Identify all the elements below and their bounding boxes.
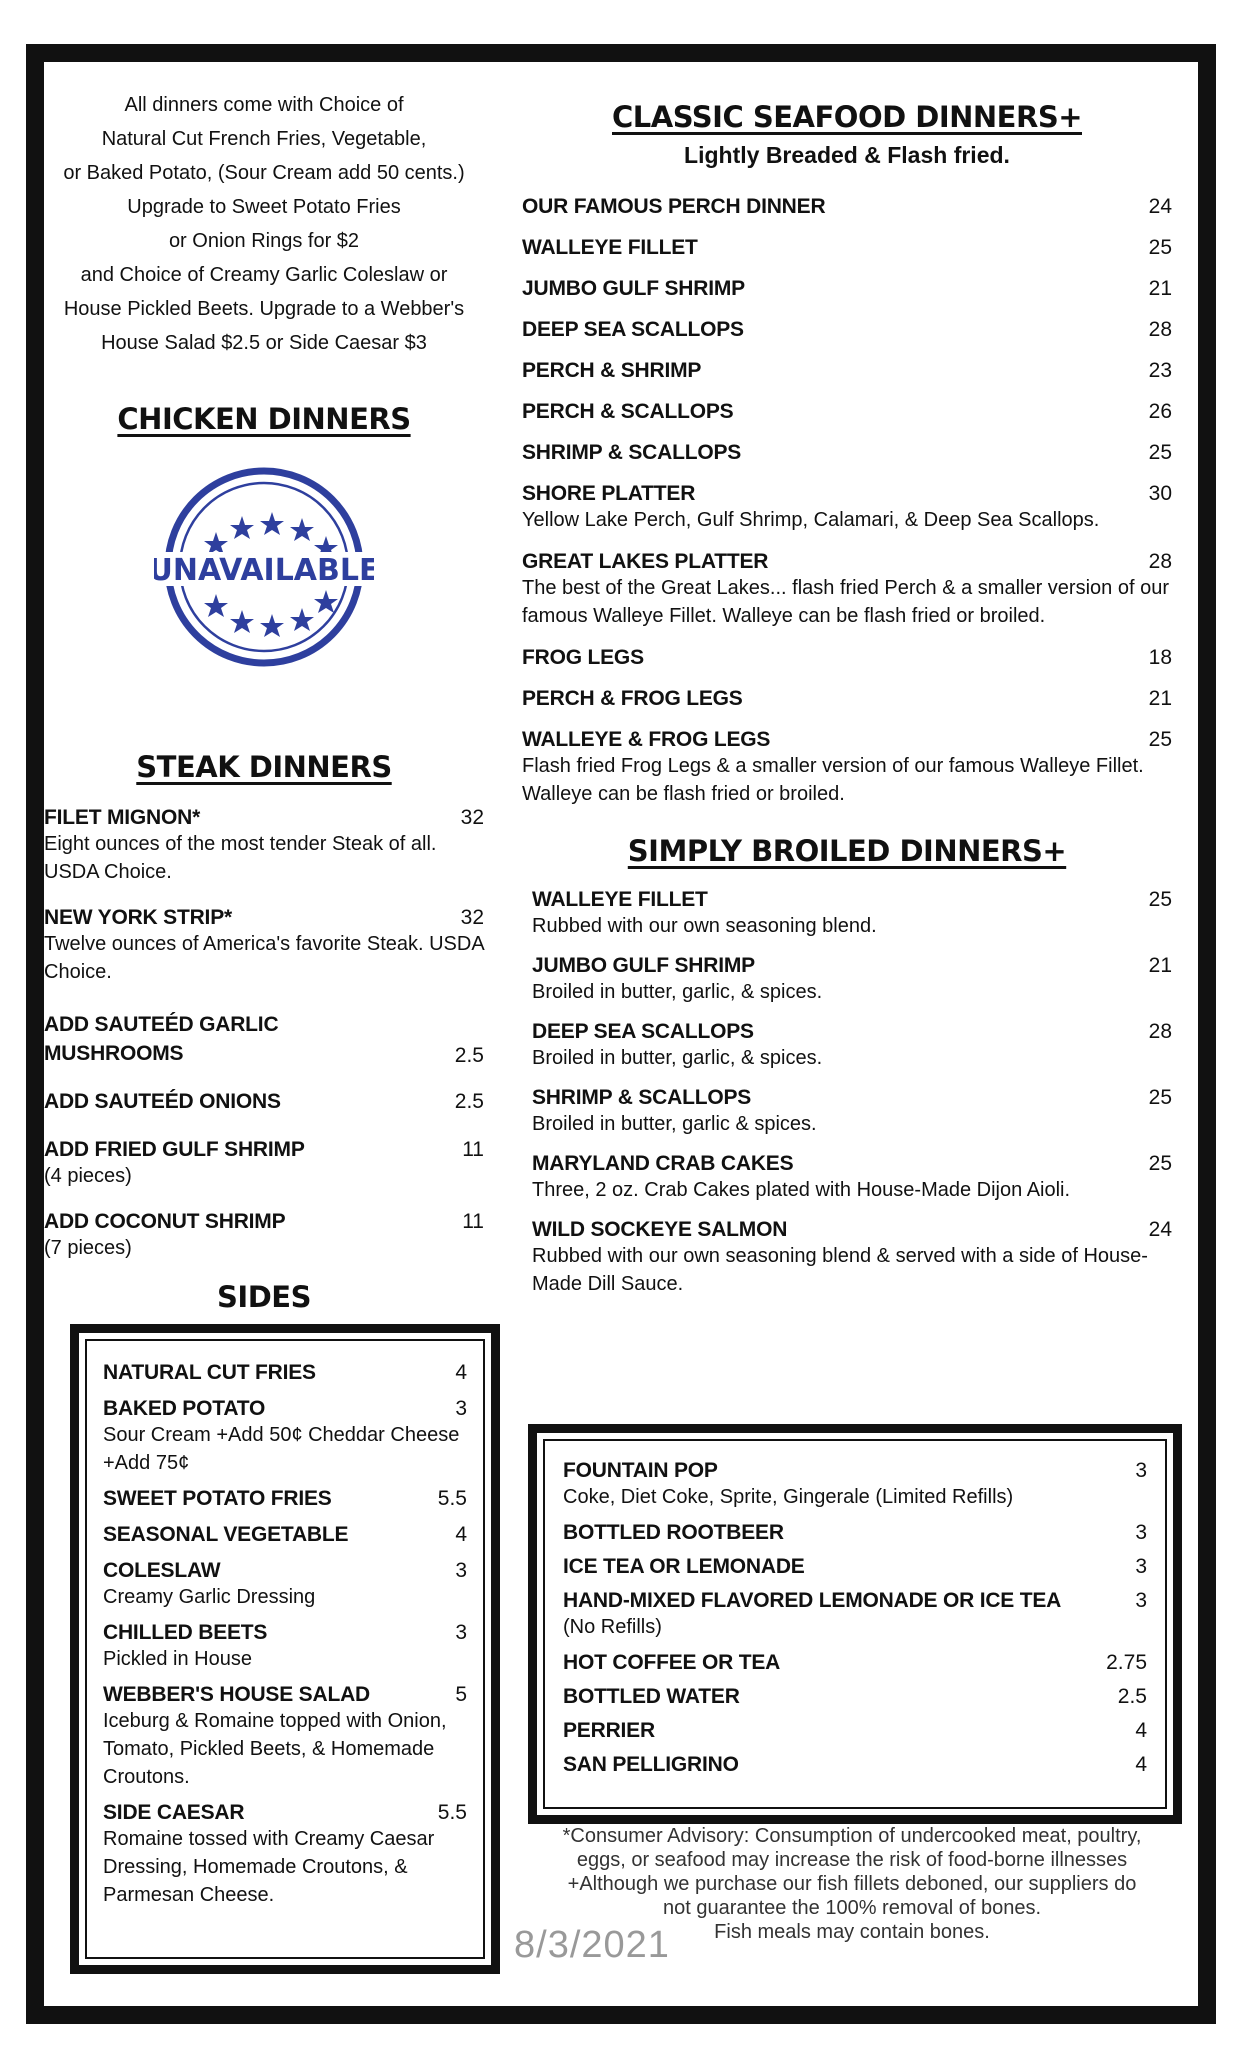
item-name: PERCH & SCALLOPS	[522, 400, 734, 423]
item-name: HAND-MIXED FLAVORED LEMONADE OR ICE TEA	[563, 1589, 1062, 1612]
menu-item	[563, 1521, 1147, 1545]
item-name: ADD COCONUT SHRIMP	[44, 1210, 286, 1233]
item-price: 3	[1135, 1521, 1147, 1544]
item-price: 3	[1135, 1589, 1147, 1612]
menu-item	[44, 1210, 484, 1262]
advisory-line: Fish meals may contain bones.	[714, 1921, 990, 1943]
item-price: 24	[1148, 195, 1172, 218]
menu-item	[522, 318, 1172, 342]
item-name: WEBBER'S HOUSE SALAD	[103, 1683, 371, 1706]
steak-heading: STEAK DINNERS	[136, 750, 392, 784]
steak-list	[44, 806, 484, 1262]
chicken-heading: CHICKEN DINNERS	[117, 402, 411, 436]
item-price: 4	[1135, 1753, 1147, 1776]
item-name: ADD FRIED GULF SHRIMP	[44, 1138, 305, 1161]
menu-item	[532, 1218, 1172, 1298]
drinks-box	[528, 1424, 1182, 1824]
item-description: Eight ounces of the most tender Steak of all. USDA Choice.	[44, 833, 437, 883]
seafood-list	[522, 195, 1172, 808]
menu-item	[103, 1523, 467, 1547]
item-price: 23	[1148, 359, 1172, 382]
item-name: BOTTLED ROOTBEER	[563, 1521, 784, 1544]
item-price: 11	[462, 1210, 484, 1233]
item-price: 28	[1148, 1020, 1172, 1043]
item-description: Rubbed with our own seasoning blend.	[532, 915, 877, 937]
right-column	[522, 100, 1172, 1298]
item-description: Three, 2 oz. Crab Cakes plated with House-Made Dijon Aioli.	[532, 1179, 1071, 1201]
intro-line: House Pickled Beets. Upgrade to a Webber's	[63, 298, 465, 320]
item-price: 25	[1148, 441, 1172, 464]
item-name: FILET MIGNON*	[44, 806, 201, 829]
item-description: Broiled in butter, garlic, & spices.	[532, 981, 823, 1003]
item-description: Pickled in House	[103, 1648, 252, 1670]
menu-item	[103, 1559, 467, 1611]
menu-item	[44, 806, 484, 886]
menu-item	[103, 1621, 467, 1673]
item-price: 2.75	[1106, 1651, 1147, 1674]
item-price: 21	[1148, 277, 1172, 300]
menu-item	[522, 195, 1172, 219]
item-name: NEW YORK STRIP*	[44, 906, 232, 929]
menu-item	[522, 687, 1172, 711]
item-price: 21	[1148, 687, 1172, 710]
item-price: 25	[1148, 728, 1172, 751]
item-price: 11	[462, 1138, 484, 1161]
menu-item	[563, 1753, 1147, 1777]
item-name: NATURAL CUT FRIES	[103, 1361, 316, 1384]
left-column	[44, 88, 484, 1314]
menu-item	[103, 1801, 467, 1909]
menu-item	[103, 1683, 467, 1791]
item-price: 24	[1148, 1218, 1172, 1241]
menu-item	[522, 400, 1172, 424]
item-description: Sour Cream +Add 50¢ Cheddar Cheese +Add 75¢	[103, 1424, 460, 1474]
item-description: Twelve ounces of America's favorite Steak. USDA Choice.	[44, 933, 484, 983]
menu-item	[563, 1651, 1147, 1675]
item-name: WALLEYE & FROG LEGS	[522, 728, 771, 751]
menu-item	[522, 646, 1172, 670]
item-name: MARYLAND CRAB CAKES	[532, 1152, 794, 1175]
item-price: 2.5	[454, 1044, 484, 1067]
menu-item	[103, 1487, 467, 1511]
item-price: 5.5	[437, 1801, 467, 1824]
item-price: 5	[455, 1683, 467, 1706]
item-name: SIDE CAESAR	[103, 1801, 245, 1824]
item-name: CHILLED BEETS	[103, 1621, 268, 1644]
intro-line: Natural Cut French Fries, Vegetable,	[101, 128, 427, 150]
item-price: 4	[1135, 1719, 1147, 1742]
item-price: 32	[460, 806, 484, 829]
item-name: DEEP SEA SCALLOPS	[522, 318, 744, 341]
item-description: (7 pieces)	[44, 1237, 132, 1259]
menu-item	[563, 1555, 1147, 1579]
item-price: 4	[455, 1361, 467, 1384]
item-price: 3	[455, 1397, 467, 1420]
item-price: 26	[1148, 400, 1172, 423]
item-description: Broiled in butter, garlic & spices.	[532, 1113, 817, 1135]
item-description: Yellow Lake Perch, Gulf Shrimp, Calamari, & Deep Sea Scallops.	[522, 509, 1100, 531]
unavailable-stamp	[154, 462, 374, 672]
item-description: Rubbed with our own seasoning blend & served with a side of House-Made Dill Sauce.	[532, 1245, 1148, 1295]
advisory-line: *Consumer Advisory: Consumption of undercooked meat, poultry,	[562, 1825, 1142, 1847]
advisory-line: not guarantee the 100% removal of bones.	[662, 1897, 1042, 1919]
item-name: HOT COFFEE OR TEA	[563, 1651, 781, 1674]
dinner-intro	[44, 88, 484, 360]
item-name: WILD SOCKEYE SALMON	[532, 1218, 788, 1241]
item-name: PERCH & FROG LEGS	[522, 687, 743, 710]
menu-item	[563, 1459, 1147, 1511]
item-name: SWEET POTATO FRIES	[103, 1487, 332, 1510]
menu-item	[563, 1685, 1147, 1709]
menu-item	[103, 1361, 467, 1385]
item-name: FROG LEGS	[522, 646, 644, 669]
intro-line: or Onion Rings for $2	[168, 230, 360, 252]
item-price: 2.5	[1117, 1685, 1147, 1708]
item-price: 30	[1148, 482, 1172, 505]
item-price: 25	[1148, 888, 1172, 911]
item-price: 3	[1135, 1459, 1147, 1482]
item-price: 4	[455, 1523, 467, 1546]
item-name: ADD SAUTEÉD ONIONS	[44, 1090, 281, 1113]
item-description: (No Refills)	[563, 1616, 662, 1638]
item-name: DEEP SEA SCALLOPS	[532, 1020, 754, 1043]
item-name: SAN PELLIGRINO	[563, 1753, 739, 1776]
item-description: Flash fried Frog Legs & a smaller version of our famous Walleye Fillet. Walleye can be flash fried or broiled.	[522, 755, 1144, 805]
item-name: SHRIMP & SCALLOPS	[532, 1086, 752, 1109]
item-price: 28	[1148, 550, 1172, 573]
item-name: JUMBO GULF SHRIMP	[532, 954, 755, 977]
item-name: OUR FAMOUS PERCH DINNER	[522, 195, 826, 218]
menu-item	[522, 236, 1172, 260]
item-name: BOTTLED WATER	[563, 1685, 740, 1708]
menu-item	[522, 359, 1172, 383]
menu-item	[532, 954, 1172, 1006]
menu-item	[522, 482, 1172, 534]
item-description: Coke, Diet Coke, Sprite, Gingerale (Limited Refills)	[563, 1486, 1014, 1508]
menu-item	[44, 1138, 484, 1190]
menu-item	[44, 1010, 484, 1068]
advisory-line: +Although we purchase our fish fillets deboned, our suppliers do	[567, 1873, 1137, 1895]
item-price: 2.5	[454, 1090, 484, 1113]
broiled-list	[522, 888, 1172, 1298]
menu-item	[103, 1397, 467, 1477]
menu-item	[532, 1086, 1172, 1138]
item-name: GREAT LAKES PLATTER	[522, 550, 769, 573]
seafood-subheading: Lightly Breaded & Flash fried.	[684, 142, 1010, 168]
menu-item	[522, 277, 1172, 301]
menu-item	[563, 1719, 1147, 1743]
item-price: 3	[455, 1621, 467, 1644]
item-price: 3	[455, 1559, 467, 1582]
item-name: SEASONAL VEGETABLE	[103, 1523, 349, 1546]
item-price: 25	[1148, 236, 1172, 259]
item-name: ADD SAUTEÉD GARLIC MUSHROOMS	[44, 1013, 279, 1065]
intro-line: or Baked Potato, (Sour Cream add 50 cents.)	[63, 162, 465, 184]
menu-item	[532, 1152, 1172, 1204]
item-name: JUMBO GULF SHRIMP	[522, 277, 745, 300]
item-name: COLESLAW	[103, 1559, 221, 1582]
item-description: Creamy Garlic Dressing	[103, 1586, 316, 1608]
item-description: Iceburg & Romaine topped with Onion, Tomato, Pickled Beets, & Homemade Croutons.	[103, 1710, 447, 1788]
item-name: PERCH & SHRIMP	[522, 359, 702, 382]
menu-item	[44, 1090, 484, 1114]
item-price: 25	[1148, 1152, 1172, 1175]
advisory-line: eggs, or seafood may increase the risk of food-borne illnesses	[576, 1849, 1128, 1871]
item-price: 25	[1148, 1086, 1172, 1109]
item-description: Broiled in butter, garlic, & spices.	[532, 1047, 823, 1069]
item-name: SHORE PLATTER	[522, 482, 696, 505]
item-name: WALLEYE FILLET	[522, 236, 698, 259]
item-price: 28	[1148, 318, 1172, 341]
intro-line: All dinners come with Choice of	[124, 94, 404, 116]
item-price: 21	[1148, 954, 1172, 977]
sides-box	[70, 1324, 500, 1974]
menu-item	[44, 906, 484, 986]
item-name: SHRIMP & SCALLOPS	[522, 441, 742, 464]
menu-date: 8/3/2021	[514, 1924, 670, 1966]
menu-item	[522, 550, 1172, 630]
item-name: BAKED POTATO	[103, 1397, 266, 1420]
item-description: Romaine tossed with Creamy Caesar Dressing, Homemade Croutons, & Parmesan Cheese.	[103, 1828, 435, 1906]
menu-item	[522, 728, 1172, 808]
stamp-text: UNAVAILABLE	[154, 553, 374, 588]
item-price: 18	[1148, 646, 1172, 669]
item-name: FOUNTAIN POP	[563, 1459, 718, 1482]
menu-item	[532, 888, 1172, 940]
menu-item	[522, 441, 1172, 465]
intro-line: and Choice of Creamy Garlic Coleslaw or	[80, 264, 448, 286]
item-name: PERRIER	[563, 1719, 655, 1742]
item-price: 32	[460, 906, 484, 929]
item-description: The best of the Great Lakes... flash fried Perch & a smaller version of our famous Walleye Fillet. Walleye can be flash fried or broiled.	[522, 577, 1169, 627]
seafood-heading: CLASSIC SEAFOOD DINNERS+	[612, 100, 1082, 134]
menu-item	[532, 1020, 1172, 1072]
item-name: ICE TEA OR LEMONADE	[563, 1555, 805, 1578]
unavailable-stamp-icon	[154, 462, 374, 672]
item-description: (4 pieces)	[44, 1165, 132, 1187]
broiled-heading: SIMPLY BROILED DINNERS+	[627, 834, 1067, 868]
item-price: 3	[1135, 1555, 1147, 1578]
item-name: WALLEYE FILLET	[532, 888, 708, 911]
intro-line: House Salad $2.5 or Side Caesar $3	[101, 332, 427, 354]
intro-line: Upgrade to Sweet Potato Fries	[127, 196, 401, 218]
menu-item	[563, 1589, 1147, 1641]
sides-heading: SIDES	[217, 1280, 311, 1314]
item-price: 5.5	[437, 1487, 467, 1510]
